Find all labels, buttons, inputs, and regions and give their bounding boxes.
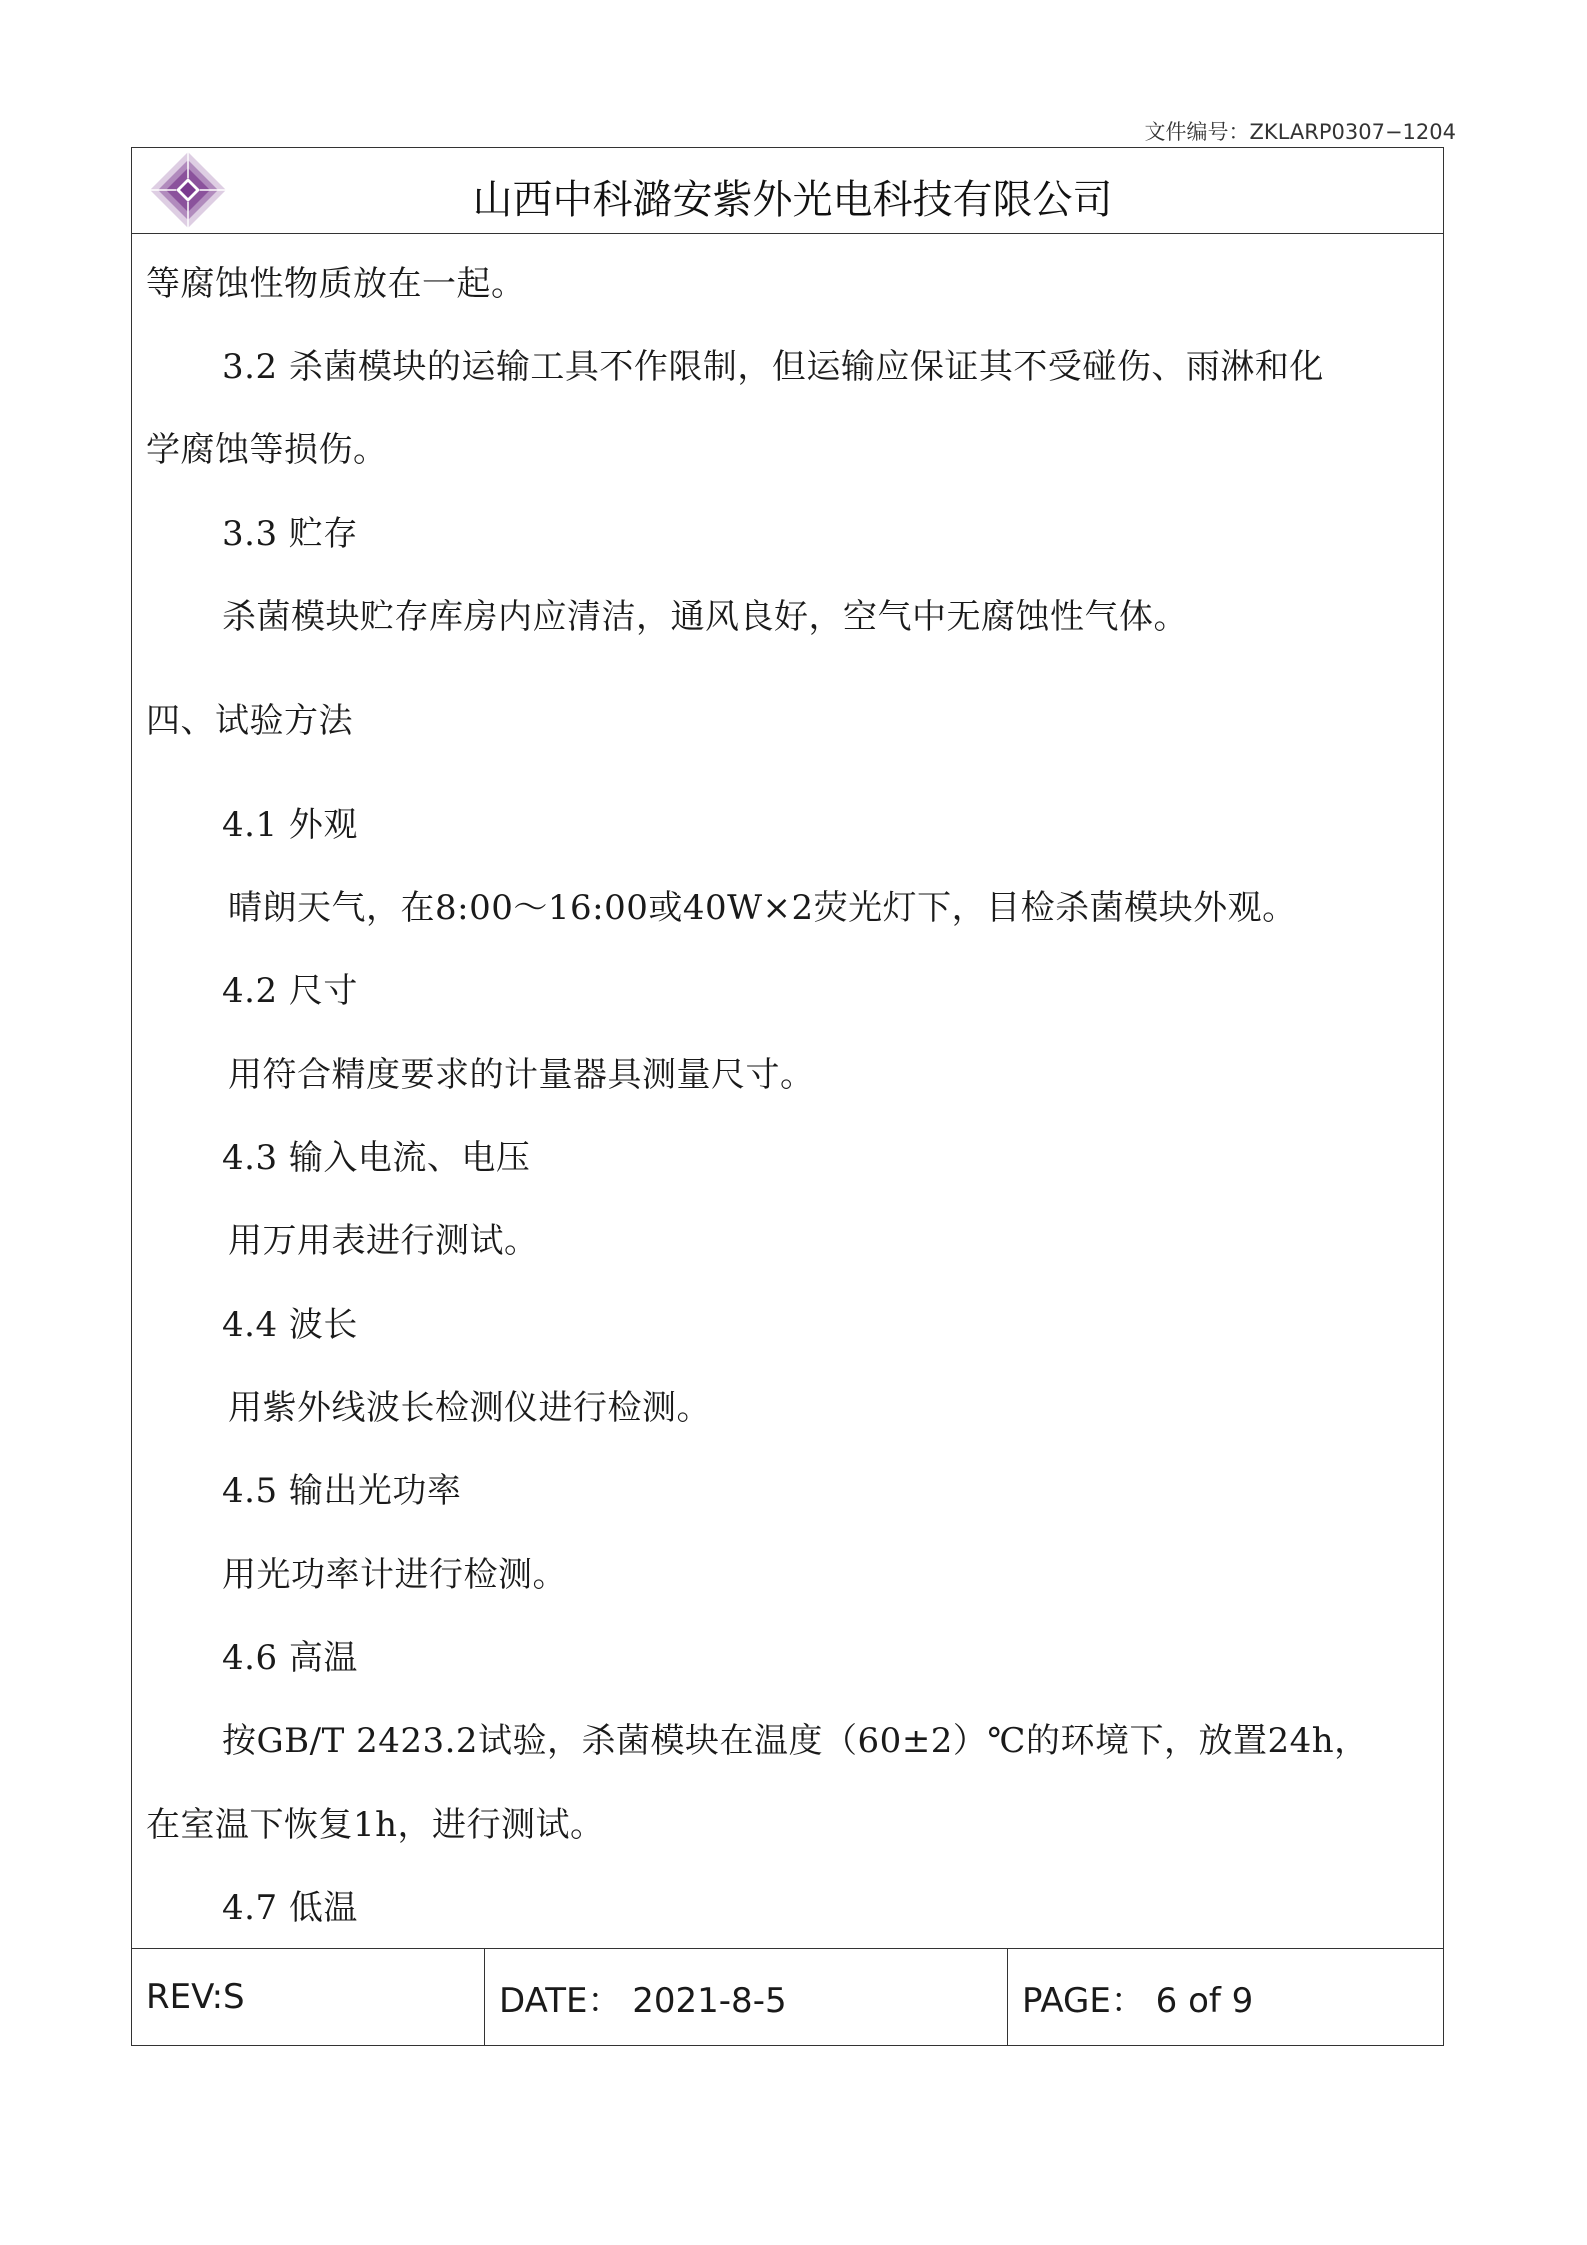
section-heading: 4.7 低温 <box>222 1888 358 1928</box>
body-line: 杀菌模块贮存库房内应清洁，通风良好，空气中无腐蚀性气体。 <box>222 597 1188 637</box>
company-name: 山西中科潞安紫外光电科技有限公司 <box>472 177 1113 223</box>
document-frame <box>131 147 1444 2046</box>
document-body <box>132 234 1443 1949</box>
section-heading: 4.2 尺寸 <box>222 971 358 1011</box>
body-line: 晴朗天气，在8:00～16:00或40W×2荧光灯下，目检杀菌模块外观。 <box>228 888 1297 928</box>
section-heading: 4.4 波长 <box>222 1305 358 1345</box>
revision-cell: REV:S <box>146 1977 245 2017</box>
body-line: 按GB/T 2423.2试验，杀菌模块在温度（60±2）℃的环境下，放置24h， <box>222 1721 1369 1761</box>
body-line: 学腐蚀等损伤。 <box>146 430 388 470</box>
body-line: 用万用表进行测试。 <box>228 1221 539 1261</box>
page-cell: PAGE： 6 of 9 <box>1007 1949 1443 2045</box>
section-heading: 4.6 高温 <box>222 1638 358 1678</box>
chapter-heading: 四、试验方法 <box>146 701 353 741</box>
document-header <box>132 148 1443 234</box>
section-heading: 4.5 输出光功率 <box>222 1471 462 1511</box>
section-heading: 3.3 贮存 <box>222 514 358 554</box>
body-line: 等腐蚀性物质放在一起。 <box>146 264 526 304</box>
document-footer <box>132 1948 1443 2045</box>
section-heading: 4.3 输入电流、电压 <box>222 1138 531 1178</box>
body-line: 用紫外线波长检测仪进行检测。 <box>228 1388 711 1428</box>
body-line: 用符合精度要求的计量器具测量尺寸。 <box>228 1055 815 1095</box>
section-heading: 3.2 杀菌模块的运输工具不作限制，但运输应保证其不受碰伤、雨淋和化 <box>222 347 1324 387</box>
body-line: 在室温下恢复1h，进行测试。 <box>146 1805 605 1845</box>
date-cell: DATE： 2021-8-5 <box>484 1949 1007 2045</box>
file-number: 文件编号：ZKLARP0307−1204 <box>1144 120 1456 144</box>
section-heading: 4.1 外观 <box>222 805 358 845</box>
body-line: 用光功率计进行检测。 <box>222 1555 567 1595</box>
